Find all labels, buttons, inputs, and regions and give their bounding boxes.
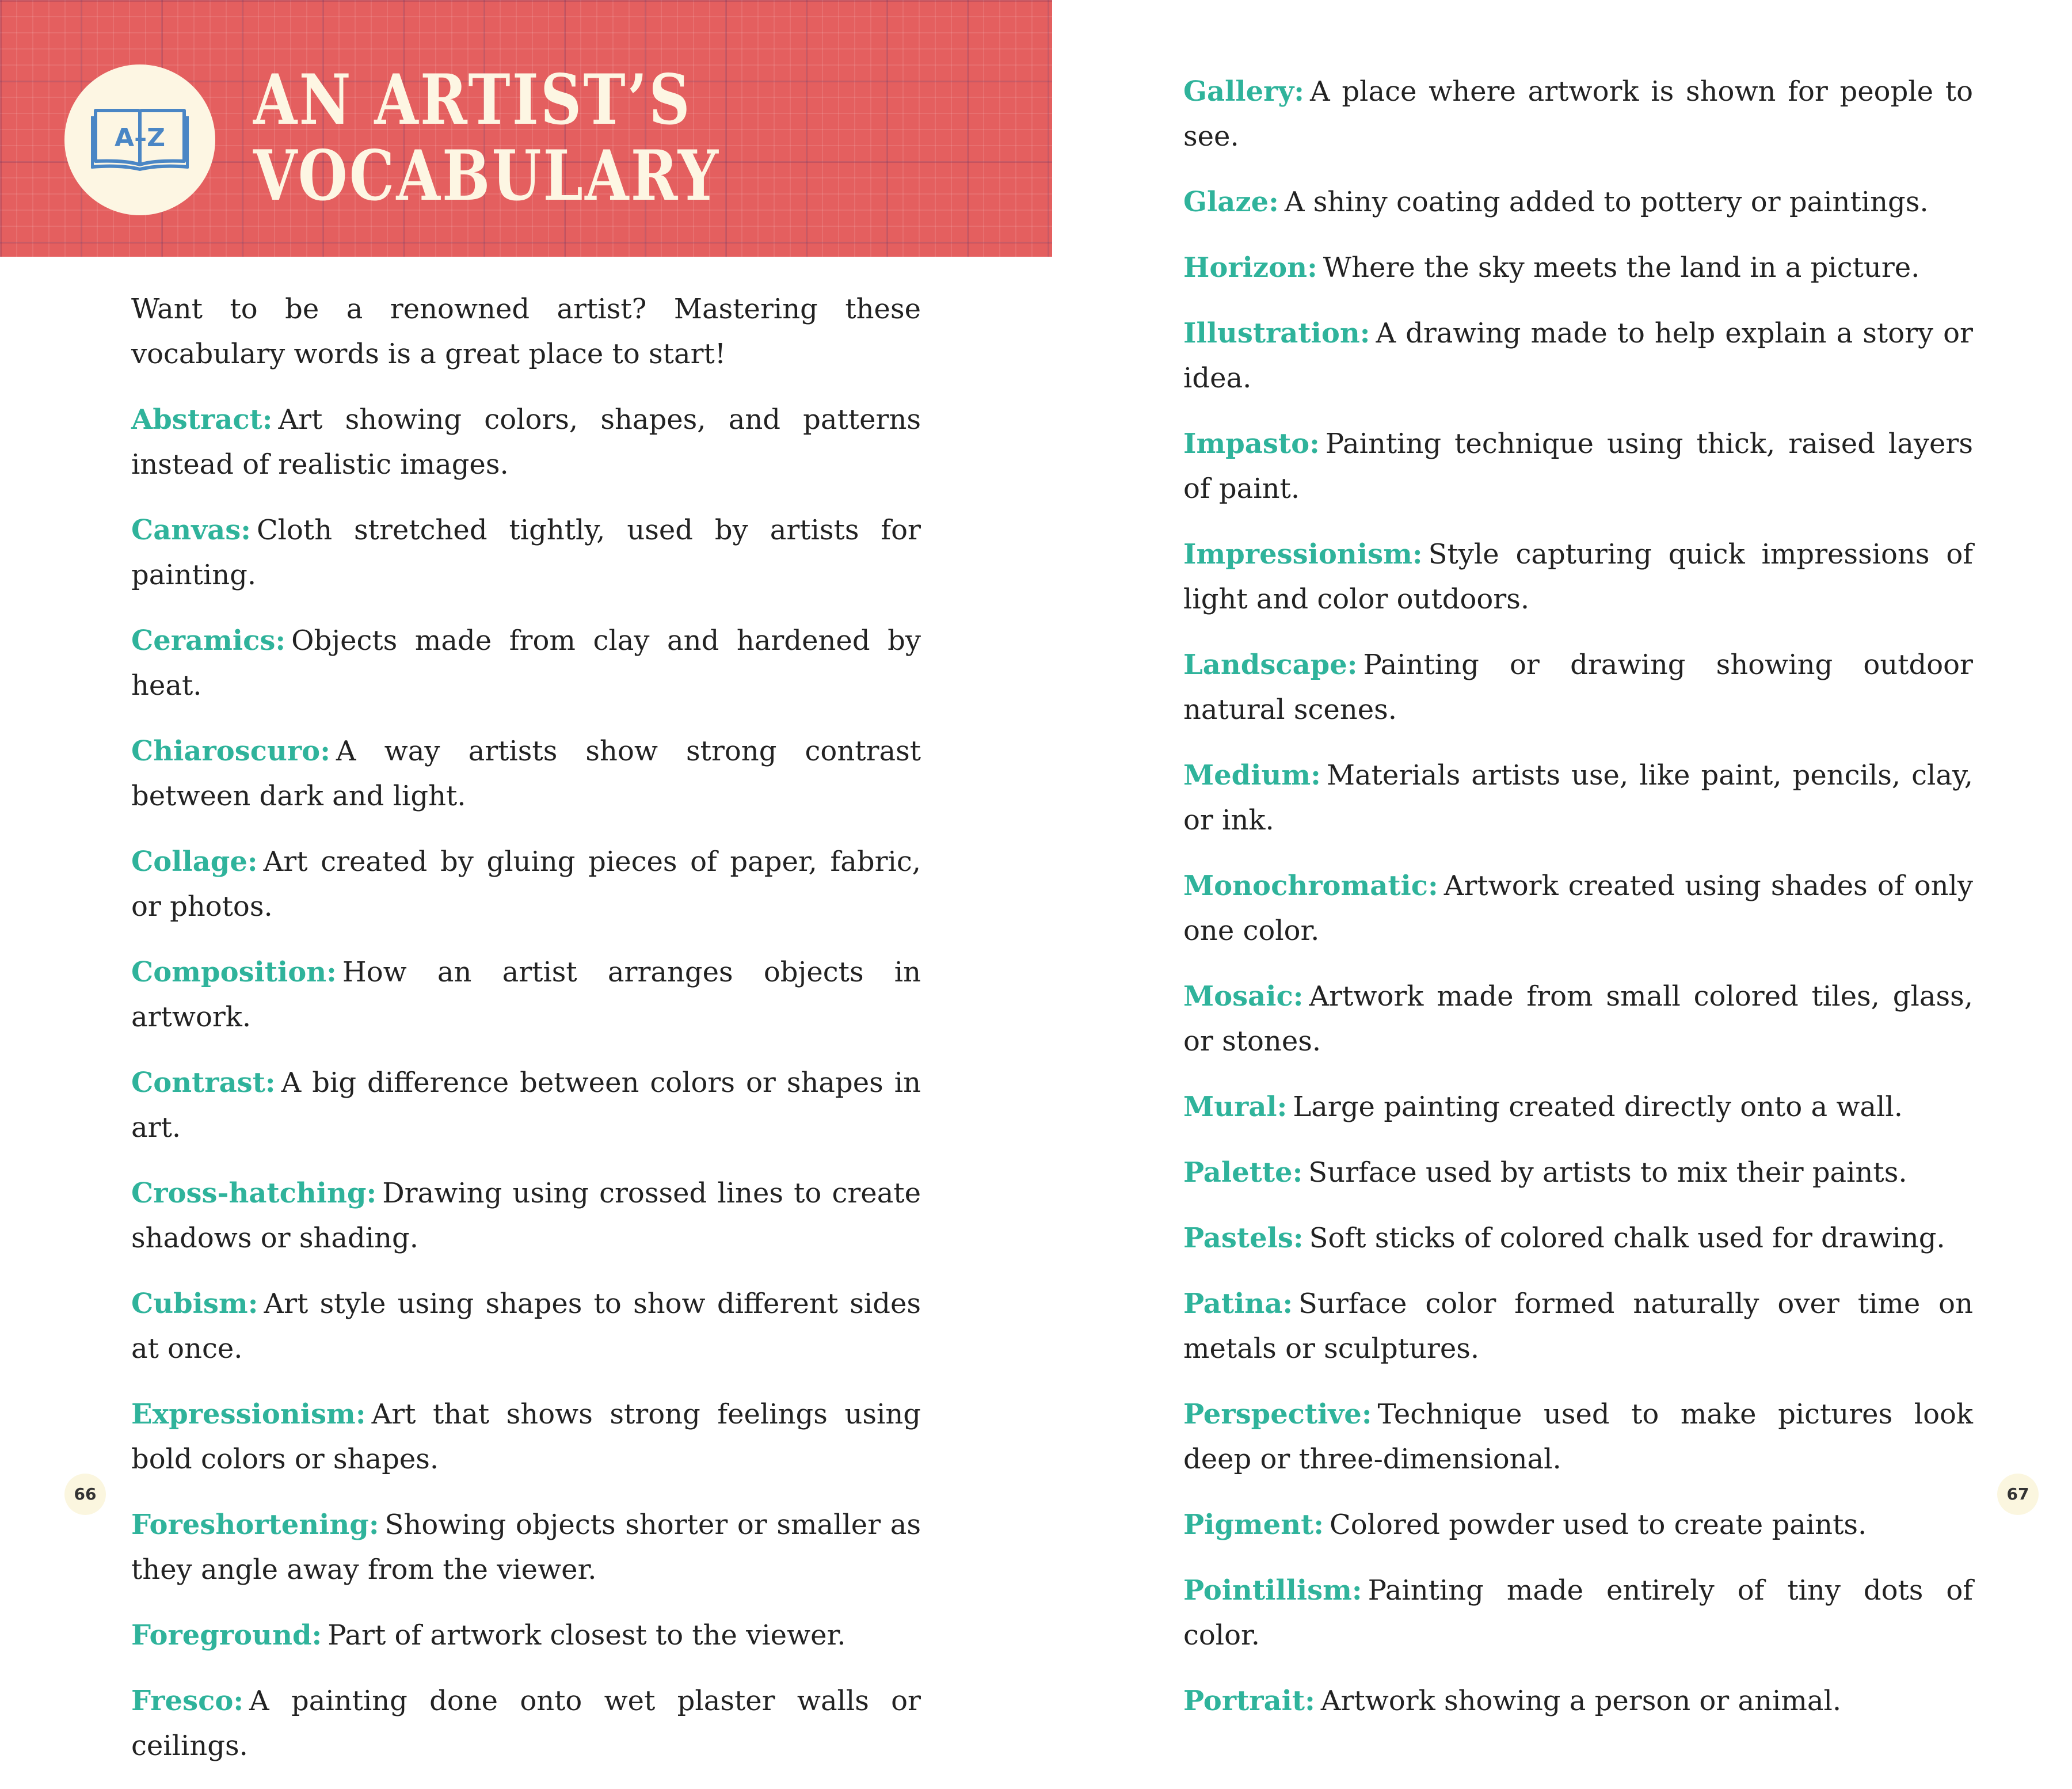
- vocab-term: Landscape:: [1183, 649, 1358, 681]
- vocab-definition: Artwork made from small colored tiles, glass, or stones.: [1183, 980, 1973, 1057]
- vocab-definition: Drawing using crossed lines to create shadows or shading.: [131, 1177, 921, 1254]
- vocab-entry: [1183, 753, 1973, 843]
- vocab-entry: [1183, 1084, 1973, 1129]
- vocab-definition: Art that shows strong feelings using bold colors or shapes.: [131, 1398, 921, 1475]
- vocab-entry: [131, 950, 921, 1040]
- title-line-2: VOCABULARY: [253, 135, 721, 216]
- vocab-entry: [1183, 1568, 1973, 1658]
- vocab-term: Expressionism:: [131, 1398, 366, 1430]
- vocab-definition: Painting made entirely of tiny dots of color.: [1183, 1574, 1973, 1651]
- vocab-definition: Art showing colors, shapes, and patterns instead of realistic images.: [131, 404, 921, 481]
- vocab-definition: Technique used to make pictures look deep or three-dimensional.: [1183, 1398, 1973, 1475]
- vocab-entry: [1183, 69, 1973, 159]
- vocab-term: Horizon:: [1183, 252, 1317, 284]
- vocab-entry: [131, 1392, 921, 1482]
- vocab-term: Pastels:: [1183, 1222, 1304, 1254]
- header-banner: [0, 0, 1052, 257]
- vocab-definition: Painting or drawing showing outdoor natural scenes.: [1183, 649, 1973, 726]
- vocab-term: Pointillism:: [1183, 1574, 1362, 1607]
- vocab-definition: How an artist arranges objects in artwork.: [131, 956, 921, 1033]
- vocab-definition: Painting technique using thick, raised layers of paint.: [1183, 428, 1973, 505]
- vocab-entry: [1183, 180, 1973, 224]
- vocab-entry: [1183, 1216, 1973, 1261]
- vocab-definition: A drawing made to help explain a story or idea.: [1183, 317, 1973, 394]
- vocab-entry: [131, 1613, 921, 1658]
- vocab-definition: Style capturing quick impressions of light and color outdoors.: [1183, 538, 1973, 615]
- vocab-definition: A painting done onto wet plaster walls or ceilings.: [131, 1685, 921, 1762]
- right-term-list: [1183, 69, 1973, 1723]
- vocab-entry: [131, 618, 921, 708]
- vocab-entry: [1183, 1678, 1973, 1723]
- vocab-term: Monochromatic:: [1183, 870, 1438, 902]
- vocab-entry: [1183, 1392, 1973, 1482]
- vocab-term: Impasto:: [1183, 428, 1320, 460]
- open-book-icon: [91, 105, 189, 174]
- vocab-term: Portrait:: [1183, 1685, 1315, 1717]
- vocab-term: Impressionism:: [1183, 538, 1423, 570]
- vocab-definition: Artwork created using shades of only one color.: [1183, 870, 1973, 947]
- vocab-definition: Surface used by artists to mix their paints.: [1308, 1156, 1907, 1189]
- vocab-entry: [131, 397, 921, 487]
- vocab-definition: A shiny coating added to pottery or paintings.: [1284, 186, 1929, 218]
- vocab-definition: Soft sticks of colored chalk used for drawing.: [1309, 1222, 1945, 1254]
- vocab-term: Mural:: [1183, 1091, 1288, 1123]
- badge-text: A–Z: [115, 123, 165, 153]
- vocab-term: Foreshortening:: [131, 1509, 379, 1541]
- vocab-term: Perspective:: [1183, 1398, 1372, 1430]
- page-title: [253, 59, 721, 216]
- vocab-definition: Colored powder used to create paints.: [1330, 1509, 1867, 1541]
- vocab-entry: [1183, 1150, 1973, 1195]
- vocab-definition: Large painting created directly onto a wall.: [1293, 1091, 1903, 1123]
- vocab-entry: [131, 839, 921, 929]
- vocab-term: Palette:: [1183, 1156, 1303, 1189]
- vocab-term: Ceramics:: [131, 625, 286, 657]
- vocab-definition: Objects made from clay and hardened by heat.: [131, 625, 921, 702]
- vocab-entry: [1183, 311, 1973, 401]
- vocab-entry: [131, 729, 921, 819]
- intro-paragraph: Want to be a renowned artist? Mastering these vocabulary words is a great place to start!: [131, 293, 921, 370]
- vocab-term: Collage:: [131, 846, 258, 878]
- vocab-definition: Artwork showing a person or animal.: [1320, 1685, 1842, 1717]
- vocab-entry: [131, 1502, 921, 1592]
- vocab-definition: Surface color formed naturally over time on metals or sculptures.: [1183, 1288, 1973, 1365]
- vocab-term: Foreground:: [131, 1619, 322, 1651]
- vocab-entry: [1183, 863, 1973, 953]
- vocab-term: Glaze:: [1183, 186, 1279, 218]
- vocab-definition: Cloth stretched tightly, used by artists for painting.: [131, 514, 921, 591]
- vocab-term: Illustration:: [1183, 317, 1370, 349]
- vocab-entry: [131, 1171, 921, 1261]
- vocab-definition: Art style using shapes to show different sides at once.: [131, 1288, 921, 1365]
- vocab-entry: [131, 1678, 921, 1768]
- vocab-entry: [131, 1281, 921, 1371]
- vocab-definition: A big difference between colors or shapes in art.: [131, 1067, 921, 1144]
- vocab-term: Fresco:: [131, 1685, 244, 1717]
- right-column: [1183, 69, 1973, 1744]
- vocab-term: Abstract:: [131, 404, 273, 436]
- vocab-definition: Part of artwork closest to the viewer.: [327, 1619, 846, 1651]
- vocab-definition: A way artists show strong contrast between dark and light.: [131, 735, 921, 812]
- page-number-left: 66: [64, 1474, 106, 1515]
- vocab-term: Composition:: [131, 956, 337, 988]
- vocab-term: Contrast:: [131, 1067, 276, 1099]
- vocab-term: Patina:: [1183, 1288, 1293, 1320]
- vocab-definition: Showing objects shorter or smaller as they angle away from the viewer.: [131, 1509, 921, 1586]
- vocab-entry: [131, 1060, 921, 1150]
- vocab-entry: [1183, 421, 1973, 511]
- vocab-definition: Where the sky meets the land in a picture.: [1323, 252, 1920, 284]
- vocab-term: Chiaroscuro:: [131, 735, 330, 767]
- vocab-definition: Materials artists use, like paint, pencils, clay, or ink.: [1183, 759, 1973, 836]
- vocab-entry: [1183, 1502, 1973, 1547]
- vocab-entry: [131, 508, 921, 597]
- title-line-1: AN ARTIST’S: [253, 59, 692, 140]
- left-column: [131, 287, 921, 1789]
- vocab-term: Mosaic:: [1183, 980, 1304, 1013]
- vocab-definition: A place where artwork is shown for people to see.: [1183, 75, 1973, 153]
- vocab-term: Cross-hatching:: [131, 1177, 377, 1209]
- vocab-entry: [1183, 245, 1973, 290]
- vocab-definition: Art created by gluing pieces of paper, fabric, or photos.: [131, 846, 921, 923]
- vocab-term: Cubism:: [131, 1288, 258, 1320]
- vocab-entry: [1183, 532, 1973, 622]
- vocab-entry: [1183, 642, 1973, 732]
- vocab-term: Canvas:: [131, 514, 251, 546]
- page-number-right: 67: [1997, 1474, 2039, 1515]
- vocab-entry: [1183, 1281, 1973, 1371]
- vocab-term: Pigment:: [1183, 1509, 1324, 1541]
- vocab-term: Medium:: [1183, 759, 1321, 791]
- left-term-list: [131, 397, 921, 1768]
- vocab-entry: [1183, 974, 1973, 1064]
- az-badge: [64, 64, 215, 215]
- vocab-term: Gallery:: [1183, 75, 1304, 108]
